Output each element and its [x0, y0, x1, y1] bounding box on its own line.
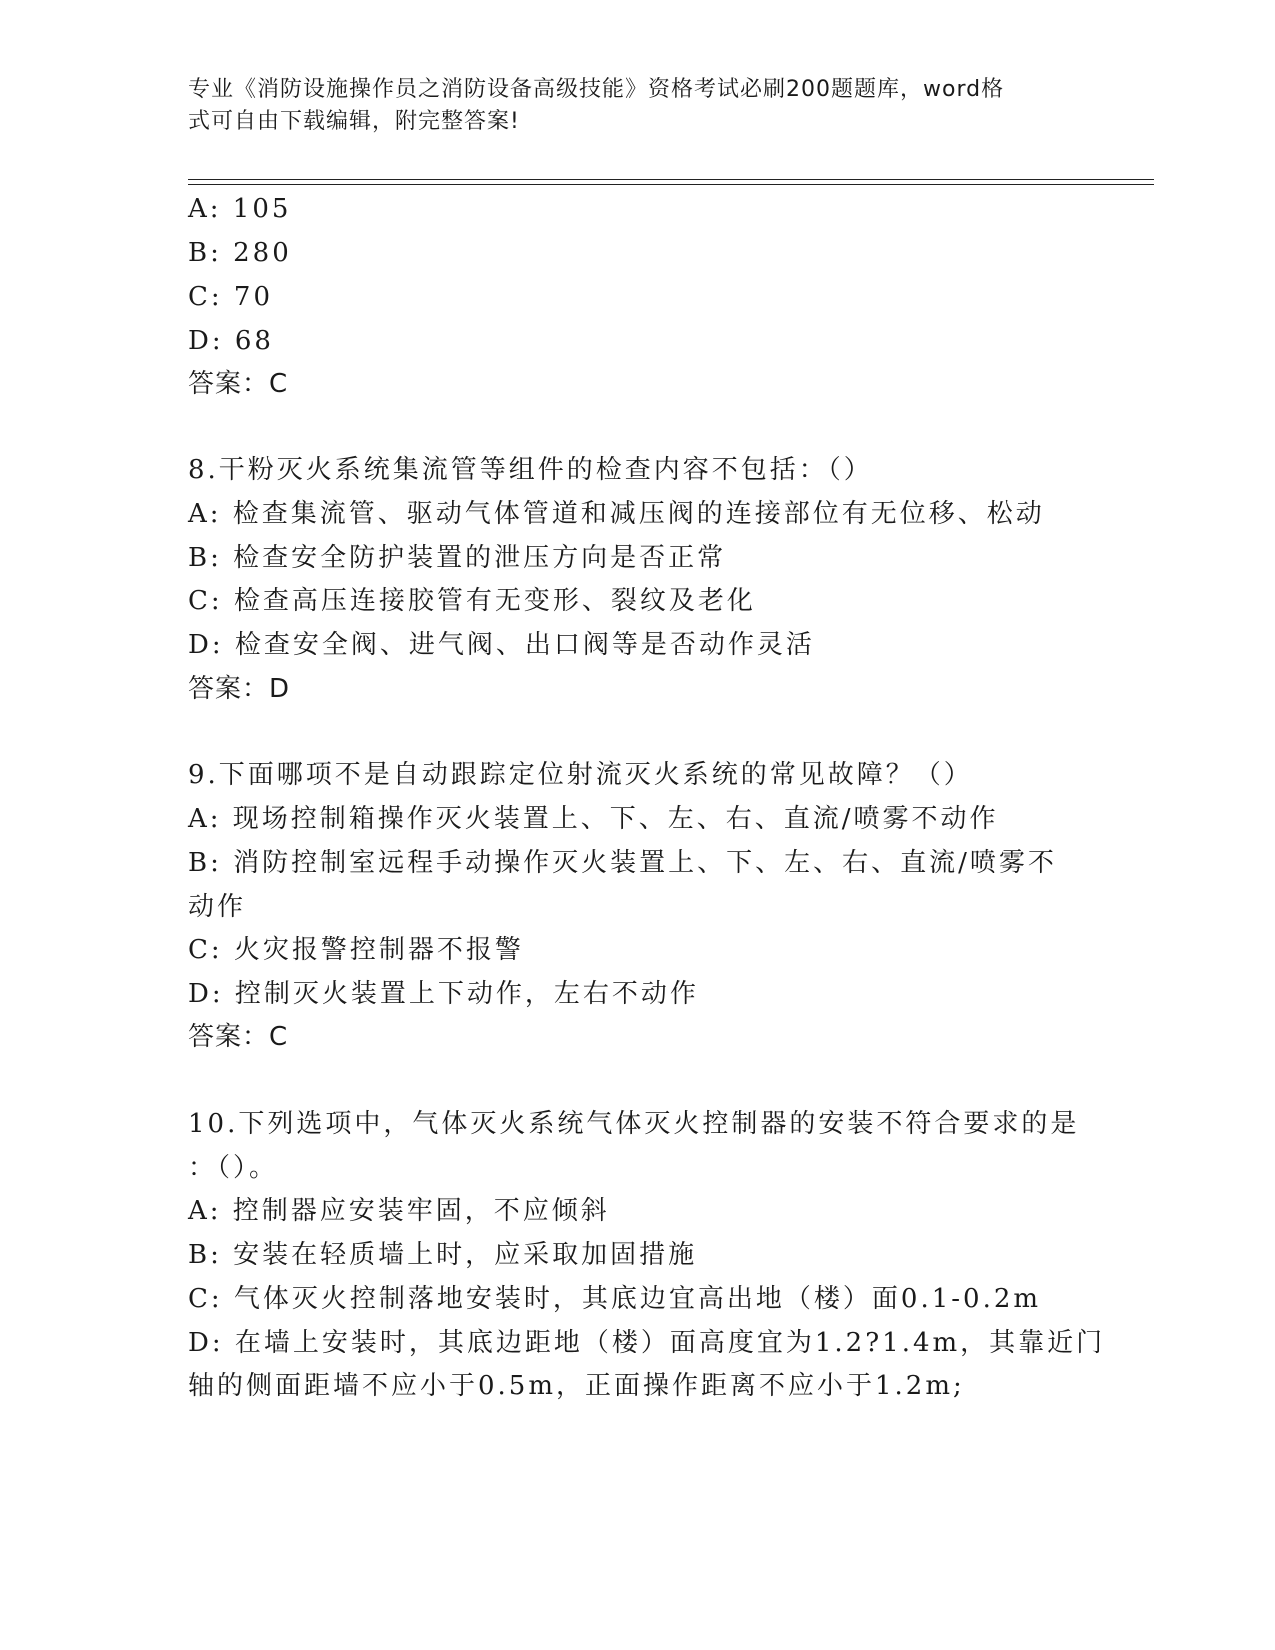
- q10-question-line-1: 10.下列选项中，气体灭火系统气体灭火控制器的安装不符合要求的是: [188, 1109, 1080, 1139]
- q10-question-line-2: ：（）。: [188, 1153, 279, 1183]
- q10-option-a: A: 控制器应安装牢固，不应倾斜: [188, 1196, 610, 1226]
- q9-option-d: D: 控制灭火装置上下动作，左右不动作: [188, 979, 699, 1009]
- q8-option-a: A: 检查集流管、驱动气体管道和减压阀的连接部位有无位移、松动: [188, 499, 1045, 529]
- q10-option-b: B: 安装在轻质墙上时，应采取加固措施: [188, 1240, 698, 1270]
- q7-option-c: C: 70: [188, 282, 274, 312]
- header-title-line-2: 式可自由下载编辑，附完整答案!: [188, 109, 520, 134]
- header-title-line-1: 专业《消防设施操作员之消防设备高级技能》资格考试必刷200题题库，word格: [188, 77, 1005, 102]
- q8-option-c: C: 检查高压连接胶管有无变形、裂纹及老化: [188, 586, 756, 616]
- q7-option-d: D: 68: [188, 326, 274, 356]
- q9-option-a: A: 现场控制箱操作灭火装置上、下、左、右、直流/喷雾不动作: [188, 804, 999, 834]
- header-divider-bottom: [188, 184, 1154, 185]
- q10-option-d-line-2: 轴的侧面距墙不应小于0.5m，正面操作距离不应小于1.2m;: [188, 1371, 965, 1401]
- q9-option-b-line-2: 动作: [188, 892, 247, 922]
- q7-option-a: A: 105: [188, 194, 292, 224]
- q9-answer: 答案：C: [188, 1022, 289, 1052]
- q8-question: 8.干粉灭火系统集流管等组件的检查内容不包括：（）: [188, 455, 873, 485]
- q9-option-b-line-1: B: 消防控制室远程手动操作灭火装置上、下、左、右、直流/喷雾不: [188, 848, 1057, 878]
- q9-question: 9.下面哪项不是自动跟踪定位射流灭火系统的常见故障？（）: [188, 760, 973, 790]
- document-header: [188, 74, 1068, 138]
- q7-option-b: B: 280: [188, 238, 292, 268]
- q7-answer: 答案：C: [188, 369, 289, 399]
- q9-option-c: C: 火灾报警控制器不报警: [188, 935, 524, 965]
- header-divider-top: [188, 179, 1154, 180]
- q10-option-c: C: 气体灭火控制落地安装时，其底边宜高出地（楼）面0.1-0.2m: [188, 1284, 1042, 1314]
- q8-option-d: D: 检查安全阀、进气阀、出口阀等是否动作灵活: [188, 630, 815, 660]
- q10-option-d-line-1: D: 在墙上安装时，其底边距地（楼）面高度宜为1.2?1.4m，其靠近门: [188, 1328, 1106, 1358]
- q8-option-b: B: 检查安全防护装置的泄压方向是否正常: [188, 543, 727, 573]
- q8-answer: 答案：D: [188, 674, 291, 704]
